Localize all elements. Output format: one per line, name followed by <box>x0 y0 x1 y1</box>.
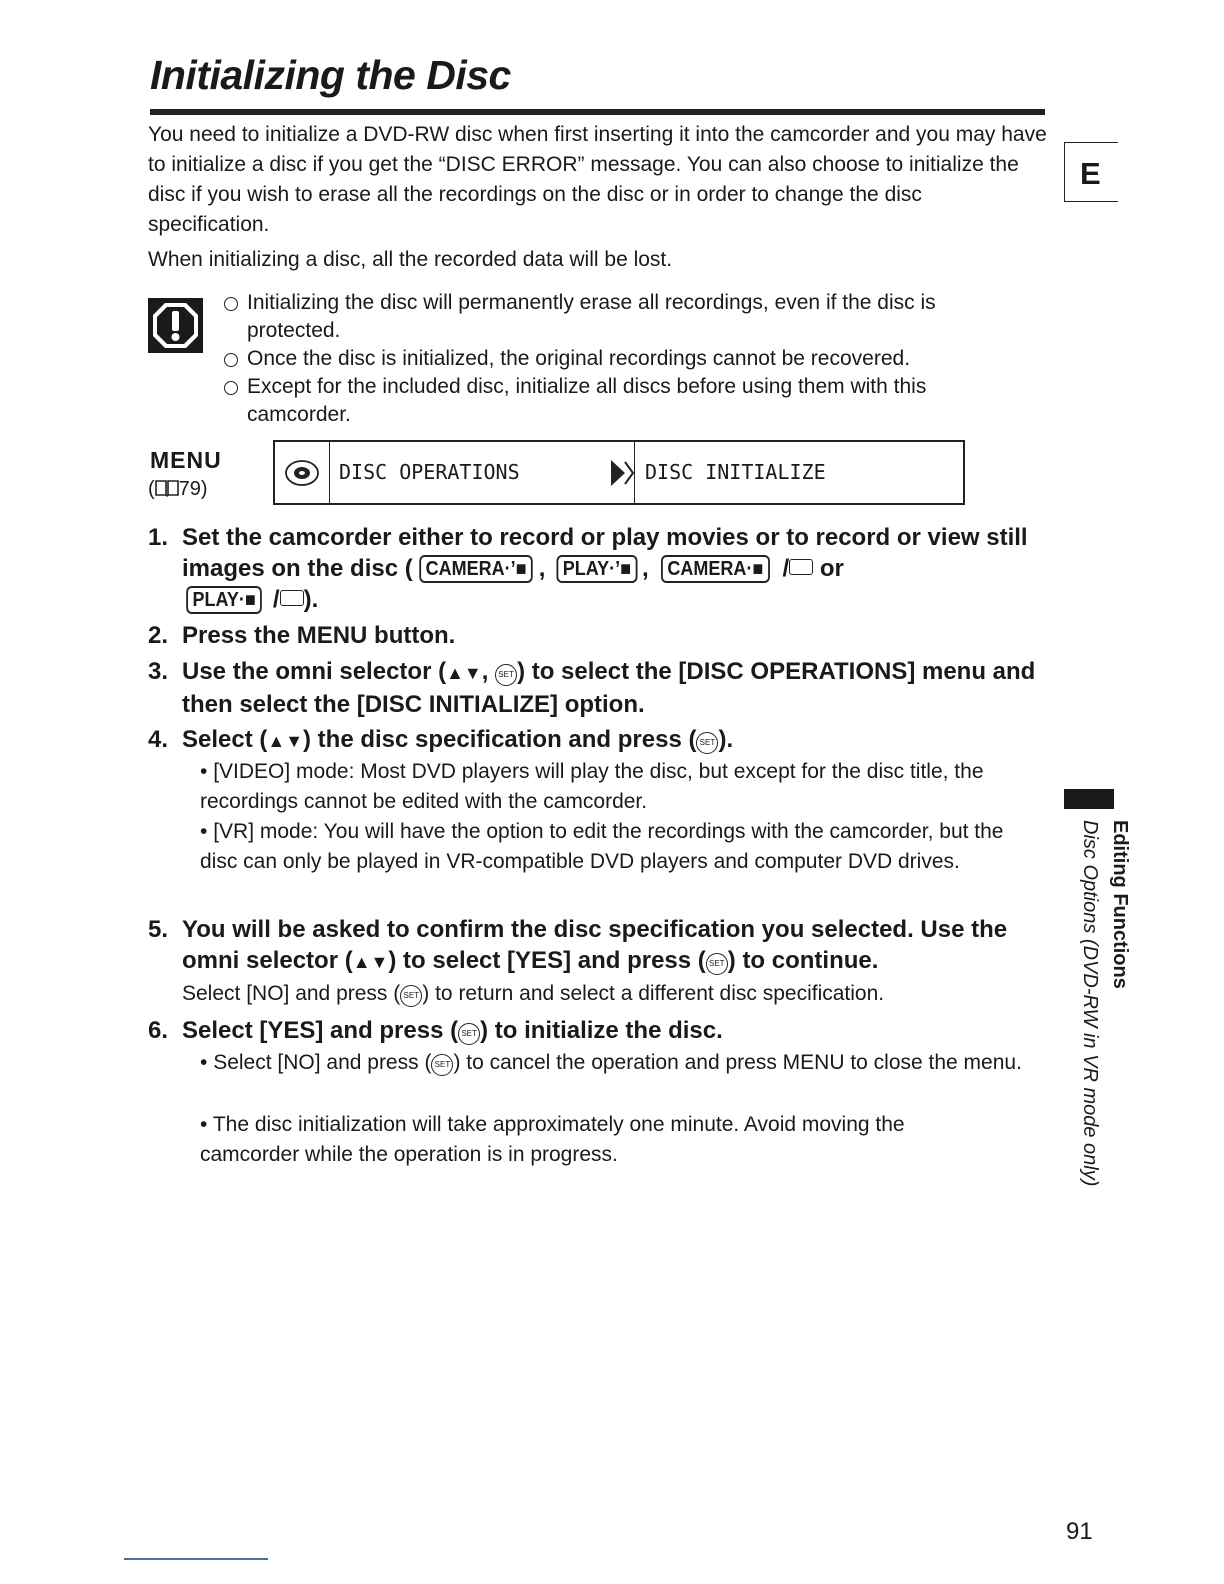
side-section-subtitle: Disc Options (DVD-RW in VR mode only) <box>1079 820 1101 1187</box>
book-icon <box>155 479 179 497</box>
menu-page-ref: ( 79) <box>148 478 208 500</box>
circle-bullet-icon <box>224 297 238 311</box>
card-play-icon <box>280 590 304 606</box>
menu-path-box <box>273 440 965 505</box>
play-photo-badge: PLAY·■ <box>186 586 262 614</box>
intro-paragraph: You need to initialize a DVD-RW disc when first inserting it into the camcorder and you may have to initialize a disc if you get the “DISC ERROR” message. You can also choose to initialize the disc if you wish to erase all the recordings on the disc or in order to change the disc specification. <box>148 123 1047 236</box>
side-section-title: Editing Functions <box>1109 820 1131 989</box>
arrow-right-icon <box>605 442 635 503</box>
card-icon <box>789 559 813 575</box>
play-movie-badge: PLAY·’■ <box>557 555 638 583</box>
menu-item-disc-operations: DISC OPERATIONS <box>339 460 520 484</box>
menu-item-disc-initialize: DISC INITIALIZE <box>645 460 826 484</box>
step-6-bullet-cancel: • Select [NO] and press ( SET ) to cancel the operation and press MENU to close the menu. <box>200 1051 1022 1074</box>
list-item: Once the disc is initialized, the original recordings cannot be recovered. <box>222 345 1022 373</box>
side-tab-marker <box>1064 789 1114 809</box>
caution-list <box>222 289 1022 429</box>
set-button-icon: SET <box>400 985 422 1007</box>
footer-rule <box>124 1558 268 1560</box>
step-4-bullet-video: • [VIDEO] mode: Most DVD players will play the disc, but except for the disc title, the recordings cannot be edited with the camcorder. <box>200 760 984 813</box>
camera-photo-badge: CAMERA·■ <box>661 555 769 583</box>
language-tab-letter: E <box>1080 156 1101 191</box>
set-button-icon: SET <box>696 732 718 754</box>
up-down-arrows-icon: ▲▼ <box>267 731 304 751</box>
side-section-label <box>1075 820 1135 1186</box>
disc-icon <box>275 442 330 503</box>
step-5: 5. You will be asked to confirm the disc specification you selected. Use the omni selector (▲▼) to select [YES] and press ( SET ) to continue. <box>148 916 1008 974</box>
step-3: 3. Use the omni selector (▲▼, SET ) to select the [DISC OPERATIONS] menu and then select the [DISC INITIALIZE] option. <box>148 658 1036 718</box>
language-tab <box>1064 142 1118 202</box>
step-2: 2. Press the MENU button. <box>148 622 456 649</box>
step-4: 4. Select (▲▼) the disc specification and press ( SET ). <box>148 726 734 753</box>
menu-separator <box>605 442 635 503</box>
up-down-arrows-icon: ▲▼ <box>446 663 482 683</box>
menu-icon-cell <box>275 442 330 503</box>
list-item: Except for the included disc, initialize all discs before using them with this camcorder. <box>222 373 1022 429</box>
circle-bullet-icon <box>224 381 238 395</box>
intro-warning: When initializing a disc, all the recorded data will be lost. <box>148 248 673 271</box>
page-number: 91 <box>1066 1518 1093 1545</box>
circle-bullet-icon <box>224 353 238 367</box>
title-rule <box>150 109 1045 115</box>
list-item: Initializing the disc will permanently erase all recordings, even if the disc is protected. <box>222 289 1022 345</box>
step-4-bullet-vr: • [VR] mode: You will have the option to edit the recordings with the camcorder, but the disc can only be played in VR-compatible DVD players and computer DVD drives. <box>200 820 1004 873</box>
caution-icon <box>148 298 203 353</box>
camera-movie-badge: CAMERA·’■ <box>419 555 532 583</box>
up-down-arrows-icon: ▲▼ <box>352 952 389 972</box>
set-button-icon: SET <box>431 1054 453 1076</box>
step-5-note: Select [NO] and press ( SET ) to return and select a different disc specification. <box>182 982 885 1005</box>
set-button-icon: SET <box>458 1023 480 1045</box>
page-title: Initializing the Disc <box>150 52 511 98</box>
set-button-icon: SET <box>495 664 517 686</box>
step-6-bullet-duration: • The disc initialization will take approximately one minute. Avoid moving the camcorder while the operation is in progress. <box>200 1113 905 1166</box>
step-6: 6. Select [YES] and press ( SET ) to initialize the disc. <box>148 1017 723 1044</box>
set-button-icon: SET <box>706 953 728 975</box>
step-1: 1. Set the camcorder either to record or play movies or to record or view still images on the disc ( CAMERA·’■ , PLAY·’■ , CAMERA·■ / or PLAY·■ / ). <box>148 524 1028 613</box>
menu-label: MENU <box>150 447 222 473</box>
